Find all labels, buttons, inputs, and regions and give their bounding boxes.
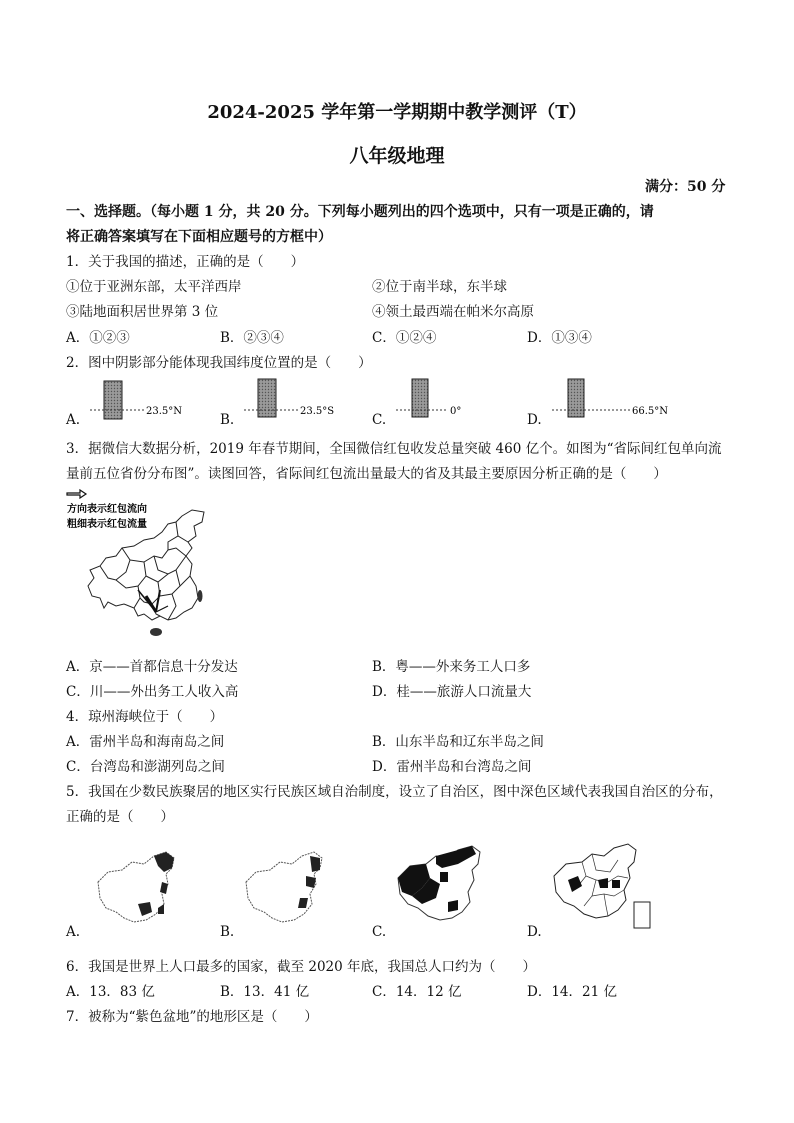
q3-option-a: A．京——首都信息十分发达: [66, 659, 238, 675]
q2-figure-c: [390, 376, 490, 420]
q2-option-c: C.: [372, 412, 387, 428]
q1-option-d: D．①③④: [527, 330, 592, 346]
q5-option-a: A.: [66, 924, 81, 940]
autonomous-region-shade: [298, 898, 308, 908]
q2-stem: 2．图中阴影部分能体现我国纬度位置的是（ ）: [66, 355, 372, 371]
legend-line1: 方向表示红包流向: [67, 504, 147, 515]
q5-option-d: D.: [527, 924, 542, 940]
q3-line2: 量前五位省份分布图”。读图回答，省际间红包流出量最大的省及其最主要原因分析正确的是（ ）: [66, 466, 667, 482]
q7-stem: 7．被称为“紫色盆地”的地形区是（ ）: [66, 1009, 318, 1025]
autonomous-region-shade: [436, 846, 476, 868]
q2-figure-a: [86, 378, 196, 422]
shaded-band: [568, 379, 584, 417]
latitude-label: 66.5°N: [632, 406, 669, 417]
q6-option-b: B．13．41 亿: [220, 984, 310, 1000]
q4-option-a: A．雷州半岛和海南岛之间: [66, 734, 225, 750]
q5-option-b: B.: [220, 924, 235, 940]
q2-option-b: B.: [220, 412, 235, 428]
legend-line2: 粗细表示红包流量: [67, 519, 147, 530]
full-score: 满分：50 分: [645, 179, 726, 195]
q5-map-d: [548, 836, 658, 934]
q1-option-a: A．①②③: [66, 330, 130, 346]
q5-line1: 5．我国在少数民族聚居的地区实行民族区域自治制度，设立了自治区，图中深色区域代表我国自治区的分布，: [66, 784, 723, 800]
autonomous-region-shade: [448, 900, 458, 912]
q2-figure-d: [546, 376, 676, 420]
q6-option-d: D．14．21 亿: [527, 984, 617, 1000]
section-heading-line2: 将正确答案填写在下面相应题号的方框中）: [66, 229, 332, 245]
autonomous-region-shade: [310, 856, 320, 872]
q4-option-b: B．山东半岛和辽东半岛之间: [372, 734, 544, 750]
exam-title: 2024-2025 学年第一学期期中教学测评（T）: [207, 102, 587, 123]
shaded-band: [104, 381, 122, 419]
q3-red-packet-map: [64, 486, 224, 646]
q4-option-c: C．台湾岛和澎湖列岛之间: [66, 759, 225, 775]
autonomous-region-shade: [568, 876, 582, 892]
autonomous-region-shade: [158, 904, 164, 914]
q6-stem: 6．我国是世界上人口最多的国家，截至 2020 年底，我国总人口约为（ ）: [66, 959, 537, 975]
q4-option-d: D．雷州半岛和台湾岛之间: [372, 759, 532, 775]
q4-stem: 4．琼州海峡位于（ ）: [66, 709, 224, 725]
china-outline: [554, 844, 636, 918]
q1-statement-1: ①位于亚洲东部，太平洋西岸: [66, 279, 242, 295]
hainan-island: [150, 628, 162, 636]
q5-map-a: [88, 842, 188, 934]
q3-option-c: C．川——外出务工人收入高: [66, 684, 239, 700]
q3-option-b: B．粤——外来务工人口多: [372, 659, 531, 675]
autonomous-region-shade: [440, 872, 448, 882]
shaded-band: [258, 379, 276, 417]
south-china-sea-inset: [634, 902, 650, 928]
q1-stem: 1．关于我国的描述，正确的是（ ）: [66, 254, 305, 270]
exam-subtitle: 八年级地理: [349, 145, 445, 167]
q2-option-d: D.: [527, 412, 542, 428]
shaded-band: [412, 379, 428, 417]
autonomous-region-shade: [612, 880, 620, 888]
q1-option-b: B．②③④: [220, 330, 284, 346]
q3-line1: 3．据微信大数据分析，2019 年春节期间，全国微信红包收发总量突破 460 亿个。如图为“省际间红包单向流: [66, 441, 722, 457]
q1-statement-4: ④领土最西端在帕米尔高原: [372, 304, 534, 320]
section-heading-line1: 一、选择题。（每小题 1 分，共 20 分。下列每小题列出的四个选项中，只有一项是正确的，请: [66, 204, 654, 220]
q2-figure-b: [240, 376, 350, 420]
q5-option-c: C.: [372, 924, 387, 940]
q3-option-d: D．桂——旅游人口流量大: [372, 684, 532, 700]
autonomous-region-shade: [138, 902, 152, 916]
q1-statement-3: ③陆地面积居世界第 3 位: [66, 304, 219, 320]
latitude-label: 23.5°S: [300, 406, 335, 417]
q6-option-c: C．14．12 亿: [372, 984, 462, 1000]
latitude-label: 23.5°N: [146, 406, 183, 417]
autonomous-region-shade: [598, 878, 608, 888]
legend-arrow-icon: [67, 490, 86, 498]
taiwan-island: [198, 590, 203, 602]
q5-map-b: [236, 842, 336, 934]
autonomous-region-shade: [160, 882, 168, 894]
q1-option-c: C．①②④: [372, 330, 437, 346]
q6-option-a: A．13．83 亿: [66, 984, 155, 1000]
q5-map-c: [392, 838, 492, 934]
q5-line2: 正确的是（ ）: [66, 809, 174, 825]
q2-option-a: A.: [66, 412, 81, 428]
latitude-label: 0°: [450, 406, 462, 417]
q1-statement-2: ②位于南半球，东半球: [372, 279, 507, 295]
